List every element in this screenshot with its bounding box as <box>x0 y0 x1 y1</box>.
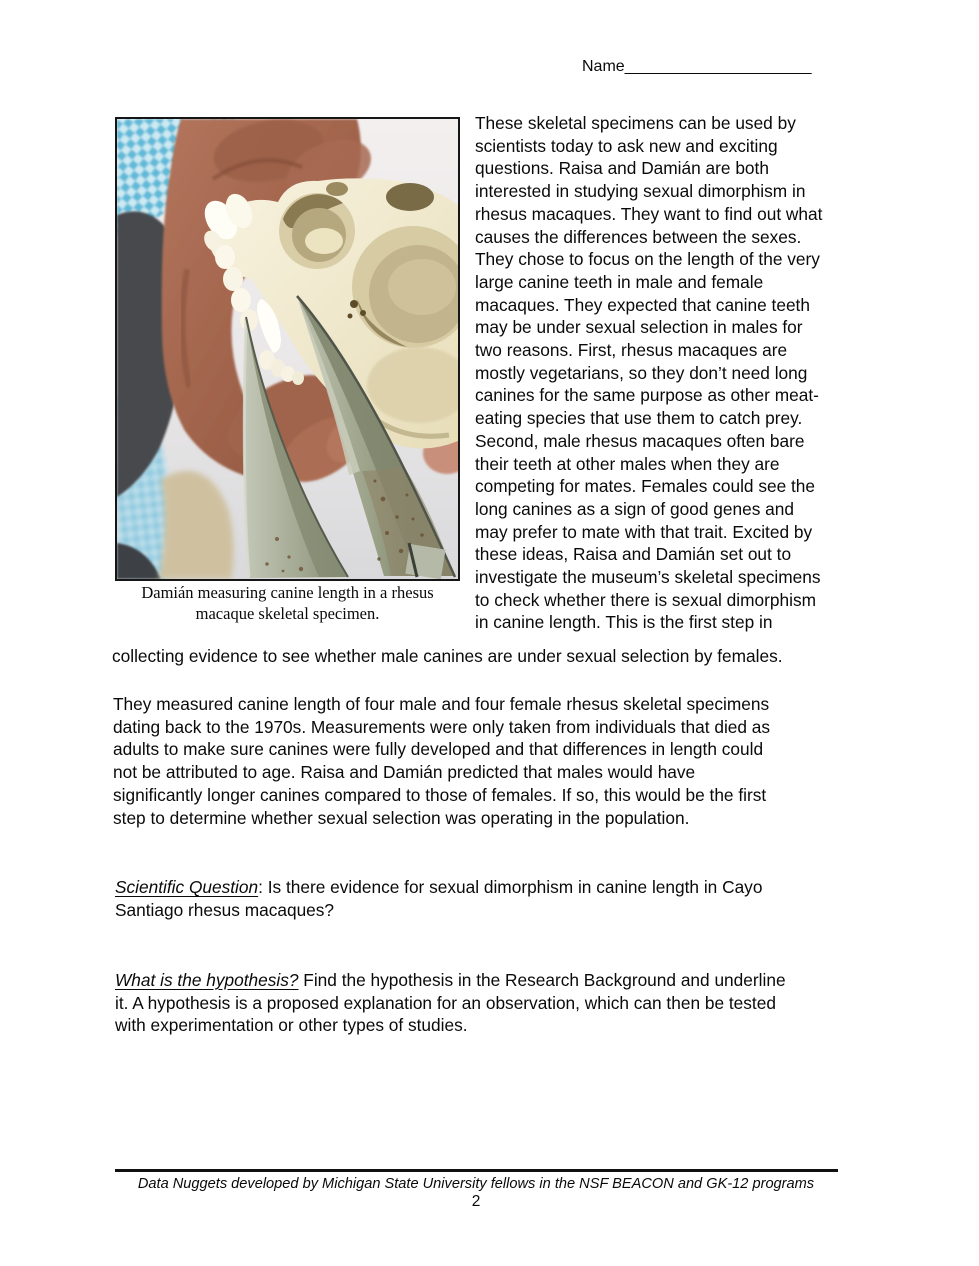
specimen-photo-figure <box>115 117 460 581</box>
text-line: adults to make sure canines were fully developed and that differences in length could <box>113 739 764 760</box>
text-line: questions. Raisa and Damián are both <box>475 158 769 179</box>
text-line: Second, male rhesus macaques often bare <box>475 430 805 451</box>
hypothesis-text: Find the hypothesis in the Research Background and underline <box>298 970 786 990</box>
specimen-photo <box>117 119 458 579</box>
hypothesis-label: What is the hypothesis? <box>115 970 299 990</box>
text-line: scientists today to ask new and exciting <box>475 135 778 156</box>
text-line: causes the differences between the sexes. <box>475 226 802 247</box>
text-line: dating back to the 1970s. Measurements were only taken from individuals that died as <box>113 716 771 737</box>
text-line: Damián measuring canine length in a rhesus <box>141 583 434 602</box>
text-line: significantly longer canines compared to those of females. If so, this would be the first <box>113 784 767 805</box>
text-line: not be attributed to age. Raisa and Damián predicted that males would have <box>113 762 696 783</box>
text-line: long canines as a sign of good genes and <box>475 498 794 519</box>
text-line: competing for mates. Females could see the <box>475 476 816 497</box>
text-line: rhesus macaques. They want to find out what <box>475 203 823 224</box>
footer-credit: Data Nuggets developed by Michigan State University fellows in the NSF BEACON and GK-12 programs <box>137 1176 815 1192</box>
text-line: mostly vegetarians, so they don’t need long <box>475 362 808 383</box>
scientific-question-text: : Is there evidence for sexual dimorphism in canine length in Cayo <box>258 877 763 897</box>
text-line: in canine length. This is the first step in <box>475 612 773 633</box>
text-line: large canine teeth in male and female <box>475 271 764 292</box>
text-line: to check whether there is sexual dimorphism <box>475 589 816 610</box>
text-line: macaque skeletal specimen. <box>195 604 380 623</box>
text-line: may be under sexual selection in males for <box>475 317 803 338</box>
intro-paragraph <box>475 112 875 634</box>
text-line: macaques. They expected that canine teeth <box>475 294 810 315</box>
text-line: step to determine whether sexual selection was operating in the population. <box>113 807 690 828</box>
name-label: Name <box>582 58 625 75</box>
hypothesis-line3: with experimentation or other types of studies. <box>115 1015 468 1036</box>
text-line: two reasons. First, rhesus macaques are <box>475 340 788 361</box>
intro-wrap-line: collecting evidence to see whether male canines are under sexual selection by females. <box>112 646 783 666</box>
page-number: 2 <box>471 1193 481 1210</box>
socket-opening <box>386 183 434 211</box>
name-field-line <box>582 58 812 76</box>
scientific-question-label: Scientific Question <box>115 877 259 897</box>
text-line: investigate the museum’s skeletal specimens <box>475 567 821 588</box>
scientific-question-paragraph <box>115 876 915 921</box>
text-line: They chose to focus on the length of the very <box>475 249 820 270</box>
text-line: canines for the same purpose as other meat- <box>475 385 819 406</box>
name-blank: _____________________ <box>624 58 812 75</box>
scientific-question-line2: Santiago rhesus macaques? <box>115 899 335 920</box>
text-line: These skeletal specimens can be used by <box>475 113 796 133</box>
hypothesis-line2: it. A hypothesis is a proposed explanation for an observation, which can then be tested <box>115 992 776 1013</box>
scientific-question-line1 <box>115 876 915 899</box>
text-line: They measured canine length of four male and four female rhesus skeletal specimens <box>113 694 770 714</box>
text-line: may prefer to mate with that trait. Excited by <box>475 521 813 542</box>
text-line: eating species that use them to catch prey. <box>475 408 803 429</box>
text-line: these ideas, Raisa and Damián set out to <box>475 544 792 565</box>
photo-caption <box>115 582 460 624</box>
methods-paragraph <box>113 693 913 829</box>
text-line: their teeth at other males when they are <box>475 453 780 474</box>
footer-rule <box>115 1169 838 1172</box>
text-line: interested in studying sexual dimorphism in <box>475 181 806 202</box>
hypothesis-paragraph <box>115 969 915 1037</box>
hypothesis-line1 <box>115 969 915 992</box>
